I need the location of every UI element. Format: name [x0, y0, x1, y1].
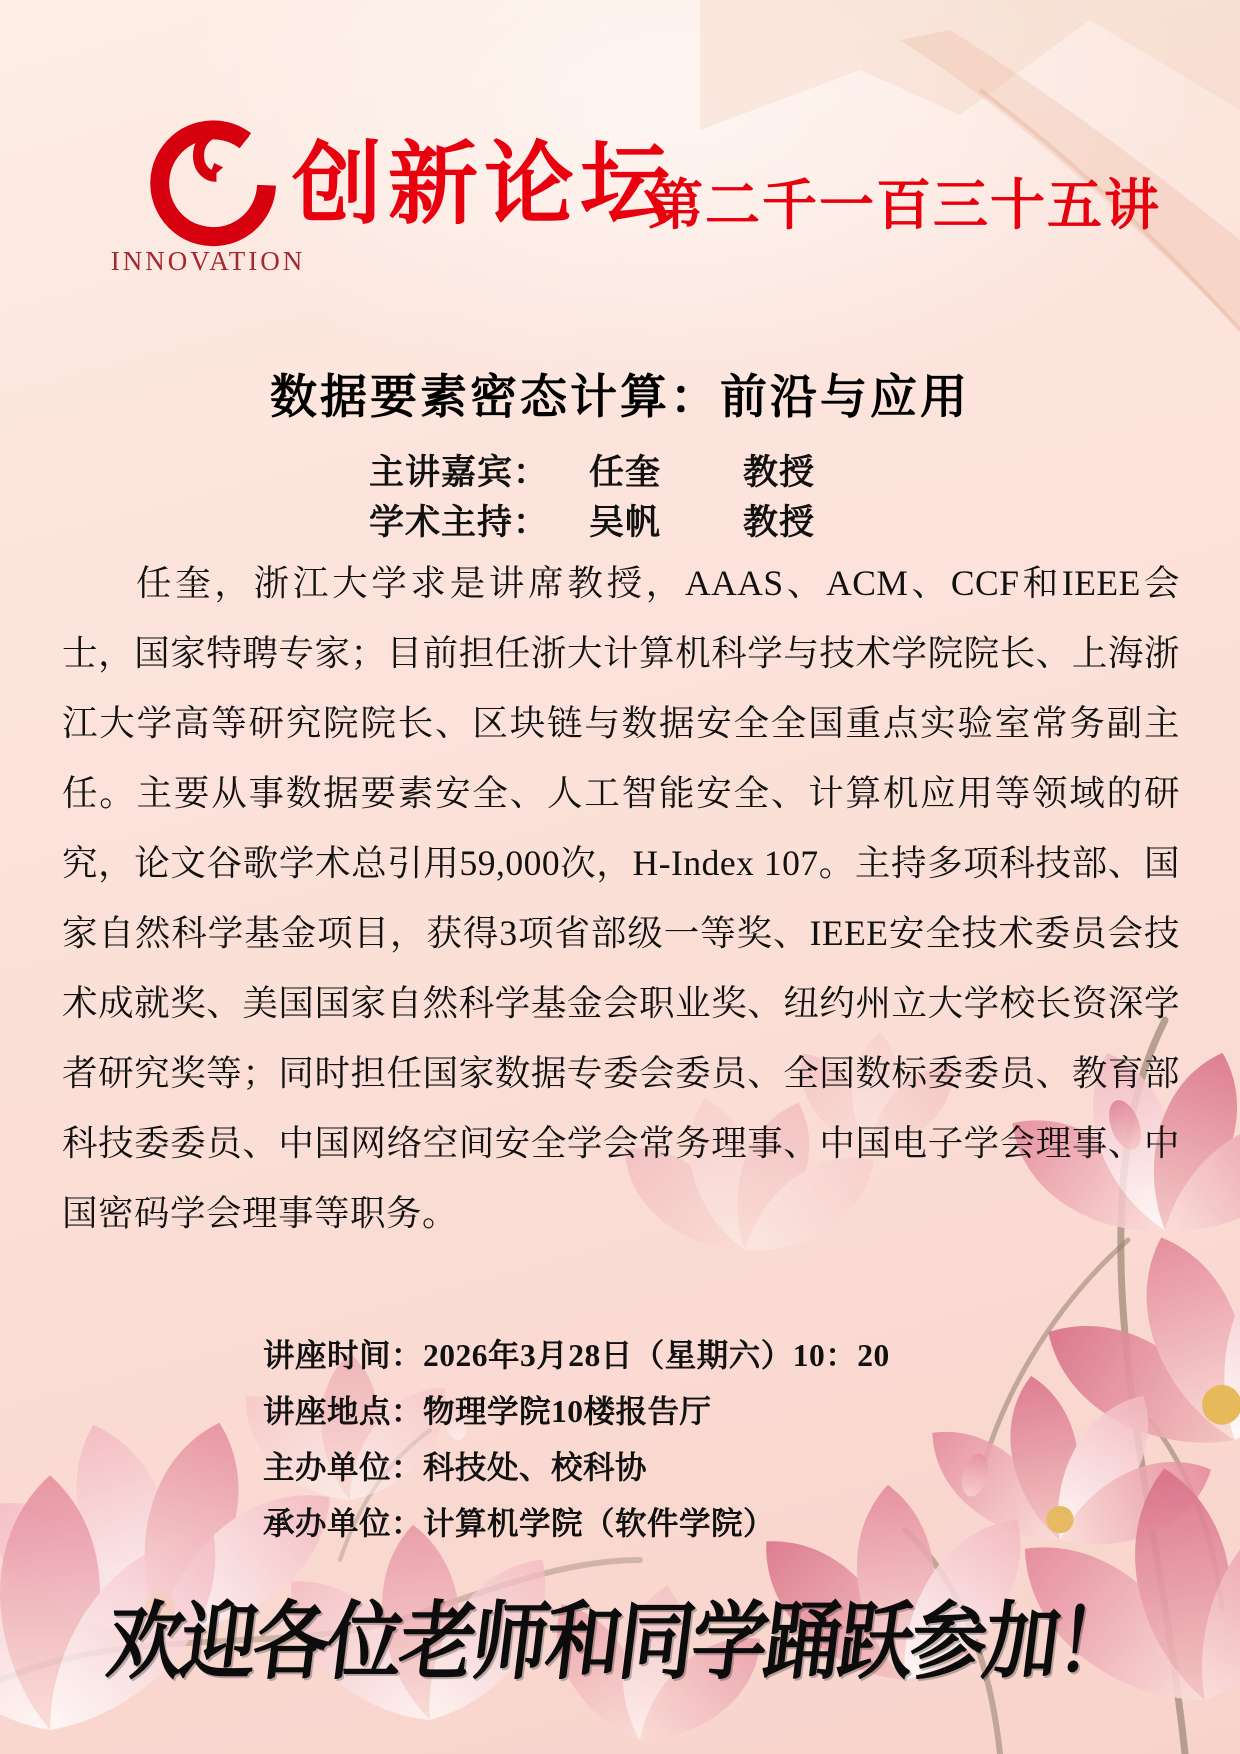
innovation-logo-icon	[133, 114, 291, 252]
logo-wordmark: INNOVATION	[110, 246, 306, 276]
detail-value: 计算机学院（软件学院）	[423, 1506, 776, 1541]
detail-value: 2026年3月28日（星期六）10：20	[423, 1338, 890, 1373]
host-title: 教授	[743, 503, 816, 542]
host-line	[369, 505, 815, 540]
host-name: 吴帆	[588, 503, 661, 542]
detail-row-time	[263, 1328, 890, 1384]
people-block	[0, 455, 1240, 540]
lecture-details	[263, 1328, 890, 1552]
forum-title: 创新论坛	[292, 135, 676, 235]
speaker-name: 任奎	[588, 453, 661, 492]
detail-label: 讲座时间：	[263, 1338, 424, 1373]
detail-row-organizer	[263, 1440, 890, 1496]
welcome-message: 欢迎各位老师和同学踊跃参加！	[102, 1595, 1136, 1690]
detail-row-location	[263, 1384, 890, 1440]
speaker-title: 教授	[743, 453, 816, 492]
lecture-number: 第二千一百三十五讲	[648, 174, 1162, 236]
host-label: 学术主持：	[368, 503, 549, 542]
detail-value: 物理学院10楼报告厅	[423, 1394, 712, 1429]
detail-row-host-unit	[263, 1496, 890, 1552]
lecture-title: 数据要素密态计算：前沿与应用	[270, 370, 970, 423]
detail-label: 讲座地点：	[263, 1394, 424, 1429]
speaker-bio: 任奎，浙江大学求是讲席教授，AAAS、ACM、CCF和IEEE会士，国家特聘专家；目前担任浙大计算机科学与技术学院院长、上海浙江大学高等研究院院长、区块链与数据安全全国重点实验室常务副主任。主要从事数据要素安全、人工智能安全、计算机应用等领域的研究，论文谷歌学术总引用59,000次，H-Index 107。主持多项科技部、国家自然科学基金项目，获得3项省部级一等奖、IEEE安全技术委员会技术成就奖、美国国家自然科学基金会职业奖、纽约州立大学校长资深学者研究奖等；同时担任国家数据专委会委员、全国数标委委员、教育部科技委委员、中国网络空间安全学会常务理事、中国电子学会理事、中国密码学会理事等职务。	[62, 563, 1180, 1233]
detail-value: 科技处、校科协	[423, 1450, 648, 1485]
detail-label: 承办单位：	[263, 1506, 424, 1541]
speaker-line	[369, 455, 815, 490]
speaker-label: 主讲嘉宾：	[368, 453, 549, 492]
detail-label: 主办单位：	[263, 1450, 424, 1485]
